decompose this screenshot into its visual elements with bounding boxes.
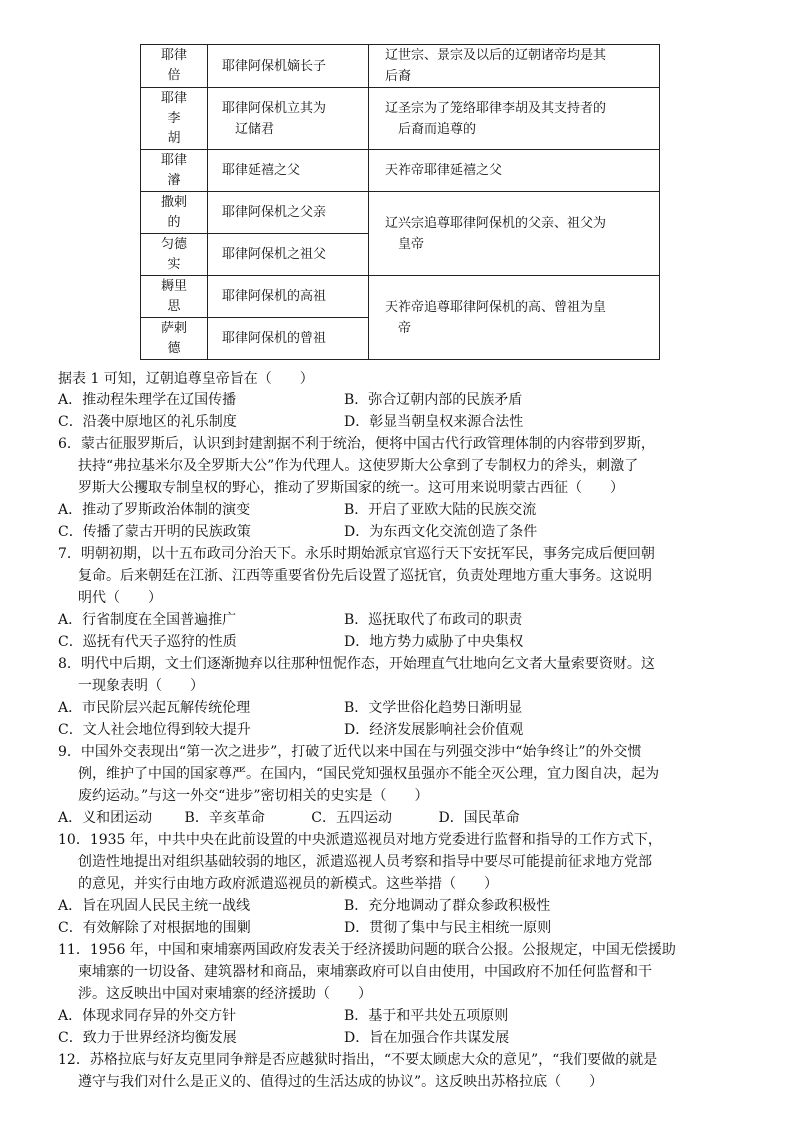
q6-stem-line-2: 扶持“弗拉基米尔及全罗斯大公”作为代理人。这使罗斯大公拿到了专制权力的斧头，刺激了: [78, 458, 639, 474]
table-cell-name: 匀德 实: [141, 234, 208, 276]
q5-option-c: C．沿袭中原地区的礼乐制度: [58, 414, 237, 430]
q9-stem-line-2: 例，维护了中国的国家尊严。在国内，“国民党知强权虽强亦不能全灭公理，宜力图自决，起为: [78, 766, 660, 782]
q9-stem-line-3: 废约运动。”与这一外交“进步”密切相关的史实是（ ）: [78, 788, 429, 804]
q10-option-b: B．充分地调动了群众参政积极性: [344, 898, 551, 914]
q8-stem-line-1: 8．明代中后期，文士们逐渐抛弃以往那种忸怩作态，开始理直气壮地向乞文者大量索要资财。这: [58, 656, 655, 672]
table-cell-relation: 耶律阿保机的曾祖: [208, 318, 369, 360]
q5-stem: 据表 1 可知，辽朝追尊皇帝旨在（ ）: [58, 371, 314, 387]
table-cell-note: 辽圣宗为了笼络耶律李胡及其支持者的 后裔而追尊的: [369, 88, 660, 150]
q9-stem-line-1: 9．中国外交表现出“第一次之进步”，打破了近代以来中国在与列强交涉中“始争终让”的外交惯: [58, 744, 642, 760]
q9-options: A．义和团运动 B．辛亥革命 C．五四运动 D．国民革命: [58, 810, 520, 826]
q5-option-d: D．彰显当朝皇权来源合法性: [344, 414, 524, 430]
table-cell-name: 萨剌 德: [141, 318, 208, 360]
table-row: [141, 192, 660, 234]
q5-option-a: A．推动程朱理学在辽国传播: [58, 392, 237, 408]
q7-option-b: B．巡抚取代了布政司的职责: [344, 612, 523, 628]
q5-option-b: B．弥合辽朝内部的民族矛盾: [344, 392, 523, 408]
table-row: [141, 150, 660, 192]
table-cell-relation: 耶律阿保机的高祖: [208, 276, 369, 318]
q6-stem-line-3: 罗斯大公攫取专制皇权的野心，推动了罗斯国家的统一。这可用来说明蒙古西征（ ）: [78, 480, 624, 496]
q6-stem-line-1: 6．蒙古征服罗斯后，认识到封建割据不利于统治，便将中国古代行政管理体制的内容带到罗斯，: [58, 436, 655, 452]
q12-stem-line-2: 遵守与我们对什么是正义的、值得过的生活达成的协议”。这反映出苏格拉底（ ）: [78, 1074, 604, 1090]
q11-stem-line-2: 柬埔寨的一切设备、建筑器材和商品，柬埔寨政府可以自由使用，中国政府不加任何监督和干: [78, 964, 652, 980]
table-cell-note: 辽世宗、景宗及以后的辽朝诸帝均是其 后裔: [369, 45, 660, 88]
table-cell-relation: 耶律阿保机之祖父: [208, 234, 369, 276]
q10-option-c: C．有效解除了对根据地的围剿: [58, 920, 251, 936]
q10-stem-line-2: 创造性地提出对组织基础较弱的地区，派遣巡视人员考察和指导中要尽可能提前征求地方党部: [78, 854, 652, 870]
table-cell-name: 撒剌 的: [141, 192, 208, 234]
table-row: [141, 45, 660, 88]
table-cell-name: 耶律 李 胡: [141, 88, 208, 150]
table-cell-note: 天祚帝耶律延禧之父: [369, 150, 660, 192]
q6-option-a: A．推动了罗斯政治体制的演变: [58, 502, 251, 518]
q11-option-b: B．基于和平共处五项原则: [344, 1008, 509, 1024]
q8-stem-line-2: 一现象表明（ ）: [78, 678, 204, 694]
q11-option-a: A．体现求同存异的外交方针: [58, 1008, 237, 1024]
q6-option-b: B．开启了亚欧大陆的民族交流: [344, 502, 537, 518]
q7-option-d: D．地方势力威胁了中央集权: [344, 634, 524, 650]
q7-option-a: A．行省制度在全国普遍推广: [58, 612, 237, 628]
q7-stem-line-2: 复命。后来朝廷在江浙、江西等重要省份先后设置了巡抚官，负责处理地方重大事务。这说明: [78, 568, 652, 584]
q10-option-a: A．旨在巩固人民民主统一战线: [58, 898, 251, 914]
q7-option-c: C．巡抚有代天子巡狩的性质: [58, 634, 237, 650]
q10-stem-line-3: 的意见，并实行由地方政府派遣巡视员的新模式。这些举措（ ）: [78, 876, 498, 892]
q8-option-b: B．文学世俗化趋势日渐明显: [344, 700, 523, 716]
table-cell-relation: 耶律阿保机之父亲: [208, 192, 369, 234]
q8-option-d: D．经济发展影响社会价值观: [344, 722, 524, 738]
table-cell-relation: 耶律阿保机嫡长子: [208, 45, 369, 88]
q6-option-c: C．传播了蒙古开明的民族政策: [58, 524, 251, 540]
q10-option-d: D．贯彻了集中与民主相统一原则: [344, 920, 552, 936]
q11-option-d: D．旨在加强合作共谋发展: [344, 1030, 510, 1046]
table-cell-name: 耨里 思: [141, 276, 208, 318]
q6-option-d: D．为东西文化交流创造了条件: [344, 524, 538, 540]
q11-option-c: C．致力于世界经济均衡发展: [58, 1030, 237, 1046]
table-cell-name: 耶律 濬: [141, 150, 208, 192]
liao-emperor-table: [140, 44, 660, 360]
table-cell-name: 耶律 倍: [141, 45, 208, 88]
table-cell-relation: 耶律阿保机立其为 辽储君: [208, 88, 369, 150]
q7-stem-line-1: 7．明朝初期，以十五布政司分治天下。永乐时期始派京官巡行天下安抚军民，事务完成后便回朝: [58, 546, 655, 562]
table-cell-note: 天祚帝追尊耶律阿保机的高、曾祖为皇 帝: [369, 276, 660, 360]
q10-stem-line-1: 10．1935 年，中共中央在此前设置的中央派遣巡视员对地方党委进行监督和指导的工作方式下，: [58, 832, 662, 848]
table-cell-note: 辽兴宗追尊耶律阿保机的父亲、祖父为 皇帝: [369, 192, 660, 276]
q11-stem-line-3: 涉。这反映出中国对柬埔寨的经济援助（ ）: [78, 986, 372, 1002]
q8-option-a: A．市民阶层兴起瓦解传统伦理: [58, 700, 251, 716]
table-row: [141, 276, 660, 318]
q7-stem-line-3: 明代（ ）: [78, 590, 162, 606]
table-cell-relation: 耶律延禧之父: [208, 150, 369, 192]
q12-stem-line-1: 12．苏格拉底与好友克里同争辩是否应越狱时指出，“不要太顾虑大众的意见”，“我们要做的就是: [58, 1052, 658, 1068]
table-row: [141, 88, 660, 150]
q8-option-c: C．文人社会地位得到较大提升: [58, 722, 251, 738]
q11-stem-line-1: 11．1956 年，中国和柬埔寨两国政府发表关于经济援助问题的联合公报。公报规定，中国无偿援助: [58, 942, 676, 958]
